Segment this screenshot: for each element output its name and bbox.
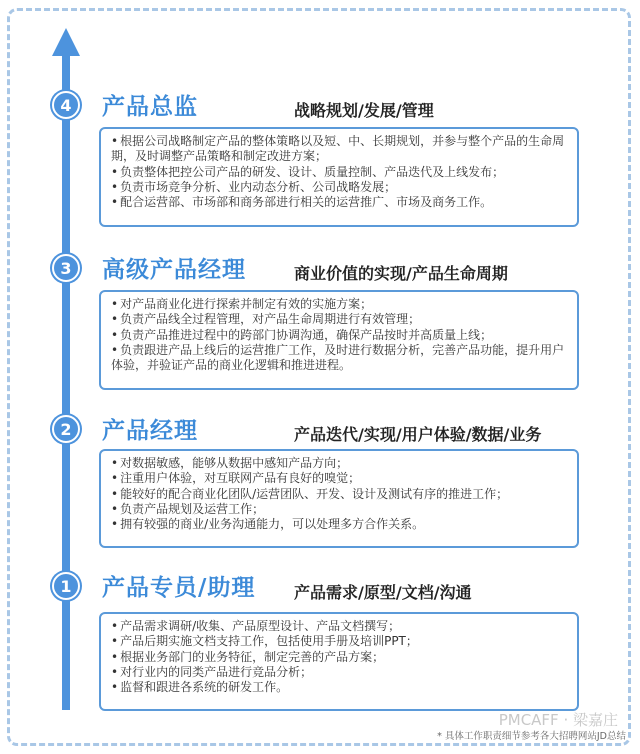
list-item: • 对行业内的同类产品进行竞品分析； [111, 664, 313, 679]
watermark: PMCAFF · 梁嘉庄 [498, 711, 618, 729]
list-item: • 负责产品规划及运营工作； [111, 501, 265, 516]
level-3-subtitle: 商业价值的实现/产品生命周期 [294, 264, 508, 283]
list-item: • 负责产品线全过程管理，对产品生命周期进行有效管理； [111, 312, 421, 327]
level-1-title: 产品专员/助理 [102, 575, 256, 601]
list-item: • 负责市场竞争分析、业内动态分析、公司战略发展； [111, 179, 397, 194]
footnote: * 具体工作职责细节参考各大招聘网站JD总结 [437, 731, 626, 742]
level-4-box [99, 127, 579, 227]
list-item: • 负责跟进产品上线后的运营推广工作，及时进行数据分析，完善产品功能，提升用户体验，并验证产品的商业化逻辑和推进进程。 [111, 342, 565, 373]
list-item: • 能较好的配合商业化团队/运营团队、开发、设计及测试有序的推进工作； [111, 486, 509, 501]
list-item: • 配合运营部、市场部和商务部进行相关的运营推广、市场及商务工作。 [111, 195, 493, 210]
level-3-marker: 3 [52, 254, 80, 282]
list-item: • 负责产品推进过程中的跨部门协调沟通，确保产品按时并高质量上线； [111, 327, 493, 342]
level-1-subtitle: 产品需求/原型/文档/沟通 [294, 583, 472, 602]
list-item: • 根据业务部门的业务特征，制定完善的产品方案； [111, 649, 385, 664]
list-item: • 拥有较强的商业/业务沟通能力，可以处理多方合作关系。 [111, 517, 425, 532]
list-item: • 对数据敏感，能够从数据中感知产品方向； [111, 456, 349, 470]
list-item: • 产品需求调研/收集、产品原型设计、产品文档撰写； [111, 619, 401, 633]
level-3-box [99, 290, 579, 390]
level-4-subtitle: 战略规划/发展/管理 [294, 101, 434, 120]
level-3-title: 高级产品经理 [102, 257, 246, 283]
level-2-subtitle: 产品迭代/实现/用户体验/数据/业务 [294, 425, 542, 444]
level-2-title: 产品经理 [102, 418, 198, 444]
level-4-title: 产品总监 [102, 94, 198, 120]
list-item: • 产品后期实施文档支持工作，包括使用手册及培训PPT； [111, 634, 418, 649]
level-1-box [99, 612, 579, 711]
list-item: • 根据公司战略制定产品的整体策略以及短、中、长期规划，并参与整个产品的生命周期，及时调整产品策略和制定改进方案； [111, 134, 565, 164]
list-item: • 注重用户体验，对互联网产品有良好的嗅觉； [111, 471, 361, 486]
level-1-marker: 1 [52, 572, 80, 600]
list-item: • 负责整体把控公司产品的研发、设计、质量控制、产品迭代及上线发布； [111, 164, 505, 179]
level-2-box [99, 449, 579, 548]
career-arrow-line [62, 50, 70, 710]
arrow-up-icon [52, 28, 80, 56]
level-2-marker: 2 [52, 415, 80, 443]
list-item: • 对产品商业化进行探索并制定有效的实施方案； [111, 297, 373, 311]
level-4-marker: 4 [52, 91, 80, 119]
list-item: • 监督和跟进各系统的研发工作。 [111, 680, 289, 695]
